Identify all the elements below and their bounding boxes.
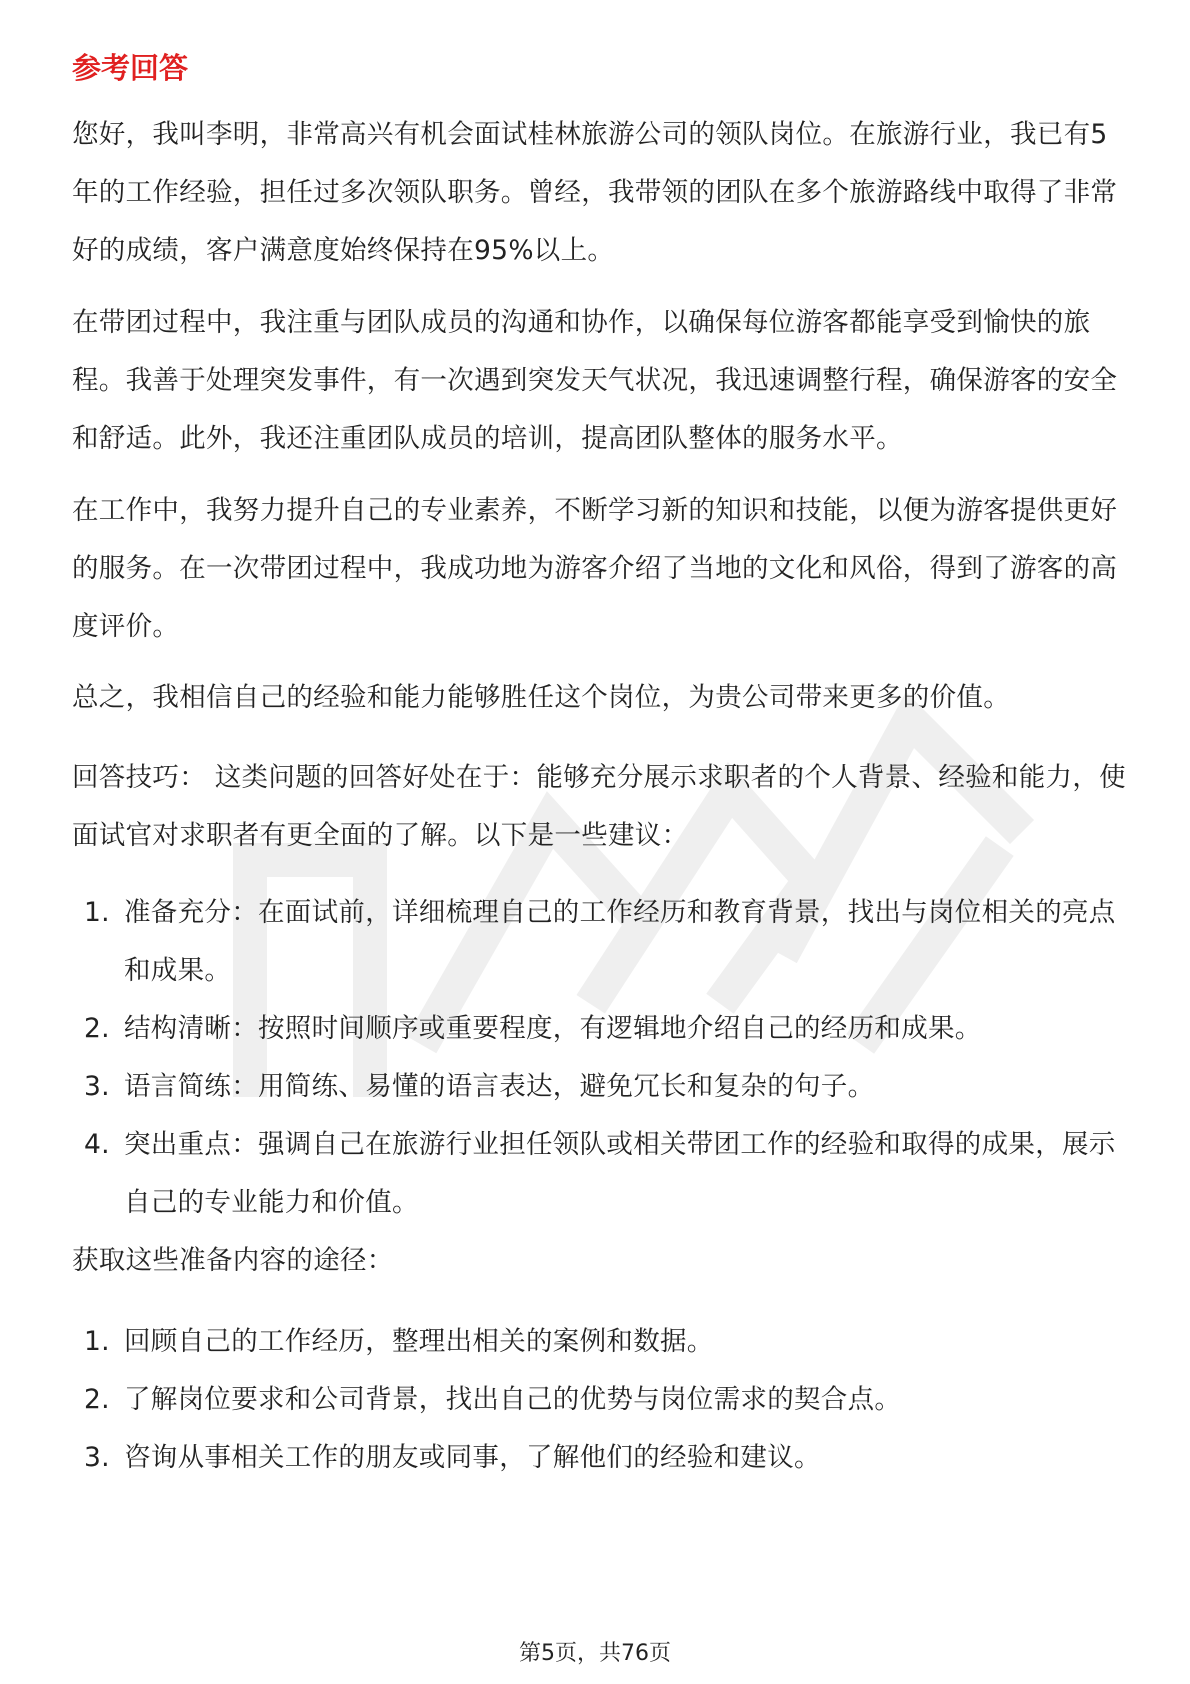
list-item	[72, 1116, 1132, 1232]
sources-list	[72, 1313, 1132, 1487]
list-item-text: 语言简练：用简练、易懂的语言表达，避免冗长和复杂的句子。	[124, 1071, 875, 1102]
answer-paragraph-3: 在工作中，我努力提升自己的专业素养，不断学习新的知识和技能，以便为游客提供更好的服务。在一次带团过程中，我成功地为游客介绍了当地的文化和风俗，得到了游客的高度评价。	[72, 495, 1118, 642]
list-item	[72, 1000, 1132, 1058]
list-number: 4.	[84, 1129, 110, 1160]
list-item	[72, 1429, 1132, 1487]
list-number: 2.	[84, 1384, 110, 1415]
answer-paragraph-2: 在带团过程中，我注重与团队成员的沟通和协作，以确保每位游客都能享受到愉快的旅程。我善于处理突发事件，有一次遇到突发天气状况，我迅速调整行程，确保游客的安全和舒适。此外，我还注重团队成员的培训，提高团队整体的服务水平。	[72, 307, 1118, 454]
list-number: 1.	[84, 897, 110, 928]
list-item	[72, 884, 1132, 1000]
list-item	[72, 1313, 1132, 1371]
list-item-text: 回顾自己的工作经历，整理出相关的案例和数据。	[124, 1326, 714, 1357]
list-item	[72, 1371, 1132, 1429]
list-item-text: 了解岗位要求和公司背景，找出自己的优势与岗位需求的契合点。	[124, 1384, 902, 1415]
list-number: 1.	[84, 1326, 110, 1357]
answer-paragraph-4: 总之，我相信自己的经验和能力能够胜任这个岗位，为贵公司带来更多的价值。	[72, 682, 1010, 713]
section-heading: 参考回答	[72, 51, 189, 85]
sources-title: 获取这些准备内容的途径：	[72, 1245, 394, 1276]
list-item-text: 突出重点：强调自己在旅游行业担任领队或相关带团工作的经验和取得的成果，展示自己的专业能力和价值。	[124, 1129, 1116, 1218]
tips-intro-paragraph: 回答技巧： 这类问题的回答好处在于：能够充分展示求职者的个人背景、经验和能力，使面试官对求职者有更全面的了解。以下是一些建议：	[72, 762, 1126, 851]
answer-paragraph-1: 您好，我叫李明，非常高兴有机会面试桂林旅游公司的领队岗位。在旅游行业，我已有5年的工作经验，担任过多次领队职务。曾经，我带领的团队在多个旅游路线中取得了非常好的成绩，客户满意度始终保持在95%以上。	[72, 119, 1118, 266]
list-item-text: 结构清晰：按照时间顺序或重要程度，有逻辑地介绍自己的经历和成果。	[124, 1013, 982, 1044]
list-item	[72, 1058, 1132, 1116]
list-number: 3.	[84, 1071, 110, 1102]
list-item-text: 准备充分：在面试前，详细梳理自己的工作经历和教育背景，找出与岗位相关的亮点和成果。	[124, 897, 1116, 986]
list-item-text: 咨询从事相关工作的朋友或同事，了解他们的经验和建议。	[124, 1442, 821, 1473]
page-footer: 第5页，共76页	[519, 1641, 671, 1666]
list-number: 2.	[84, 1013, 110, 1044]
list-number: 3.	[84, 1442, 110, 1473]
tips-list	[72, 884, 1132, 1232]
